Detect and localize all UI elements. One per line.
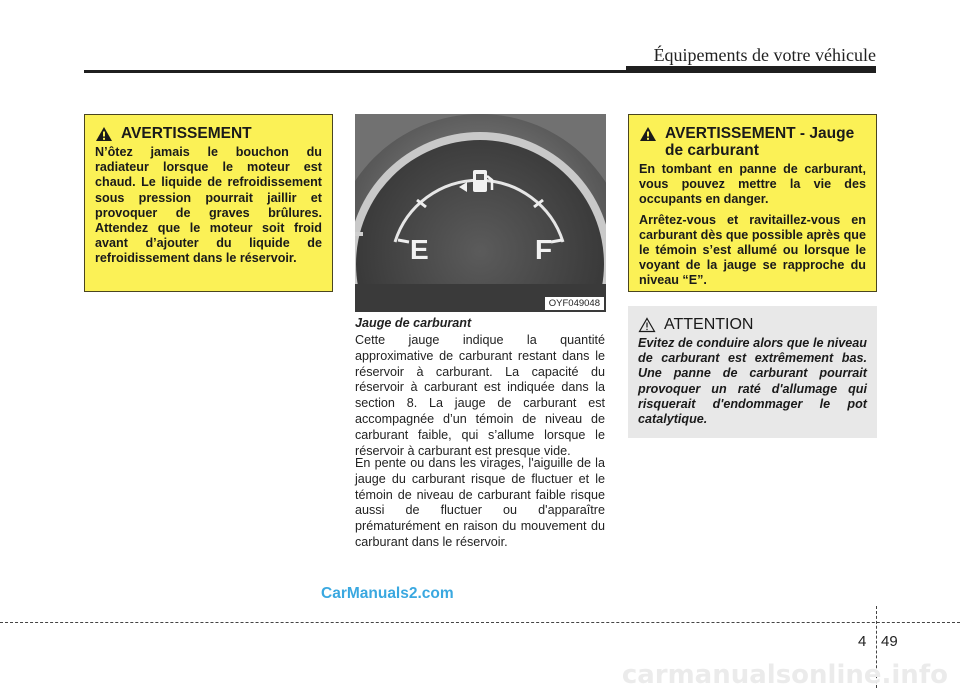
figure-code: OYF049048	[545, 297, 604, 310]
fuel-gauge-figure	[355, 114, 606, 312]
site-watermark: carmanualsonline.info	[621, 660, 948, 690]
gauge-full-label: F	[535, 234, 553, 265]
header-rule	[84, 70, 876, 73]
body-paragraph: En pente ou dans les virages, l'aiguille de la jauge du carburant risque de fluctuer et le témoin de niveau de carburant faible risque aussi de fluctuer ou d'apparaître prématurément en raison du mouvement du carburant dans le réservoir.	[355, 456, 605, 549]
gauge-empty-label: E	[410, 234, 429, 265]
warning-paragraph: Arrêtez-vous et ravitaillez-vous en carburant dès que possible après que le témoin s’est allumé ou lorsque le voyant de la jauge se rapproche du niveau “E”.	[639, 212, 866, 288]
body-paragraph: Cette jauge indique la quantité approximative de carburant restant dans le réservoir à carburant. La capacité du réservoir à carburant est indiquée dans la section 8. La jauge de carburant est accompagnée d’un témoin de niveau de carburant faible, qui s’allume lorsque le réservoir à carburant est presque vide.	[355, 333, 605, 458]
warning-triangle-icon	[95, 126, 113, 142]
caution-box-header	[638, 316, 867, 333]
watermark-link[interactable]: CarManuals2.com	[321, 585, 454, 602]
fuel-gauge-illustration	[355, 114, 606, 312]
caution-triangle-icon	[638, 317, 656, 333]
caution-text: Evitez de conduire alors que le niveau de carburant est extrêmement bas. Une panne de carburant pourrait provoquer un raté d'allumage qui risquerait d'endommager le pot catalytique.	[638, 336, 867, 427]
caution-title: ATTENTION	[664, 316, 754, 333]
warning-box-coolant	[84, 114, 333, 292]
warning-paragraph: En tombant en panne de carburant, vous pouvez mettre la vie des occupants en danger.	[639, 162, 866, 207]
warning-triangle-icon	[639, 126, 657, 142]
warning-box-header	[639, 125, 866, 159]
caution-box	[628, 306, 877, 438]
warning-title: AVERTISSEMENT - Jauge de carburant	[665, 125, 855, 159]
warning-box-fuel	[628, 114, 877, 292]
page-number: 49	[881, 633, 898, 650]
warning-title: AVERTISSEMENT	[121, 125, 252, 142]
warning-box-header	[95, 125, 322, 142]
warning-text: N’ôtez jamais le bouchon du radiateur lorsque le moteur est chaud. Le liquide de refroidissement sous pression pourrait jaillir et provoquer de graves brûlures. Attendez que le moteur soit froid avant d’ajouter du liquide de refroidissement dans le réservoir.	[95, 145, 322, 266]
footer-rule	[0, 622, 960, 623]
chapter-number: 4	[858, 633, 867, 650]
section-caption: Jauge de carburant	[355, 316, 472, 330]
page-header-title: Équipements de votre véhicule	[653, 45, 876, 65]
